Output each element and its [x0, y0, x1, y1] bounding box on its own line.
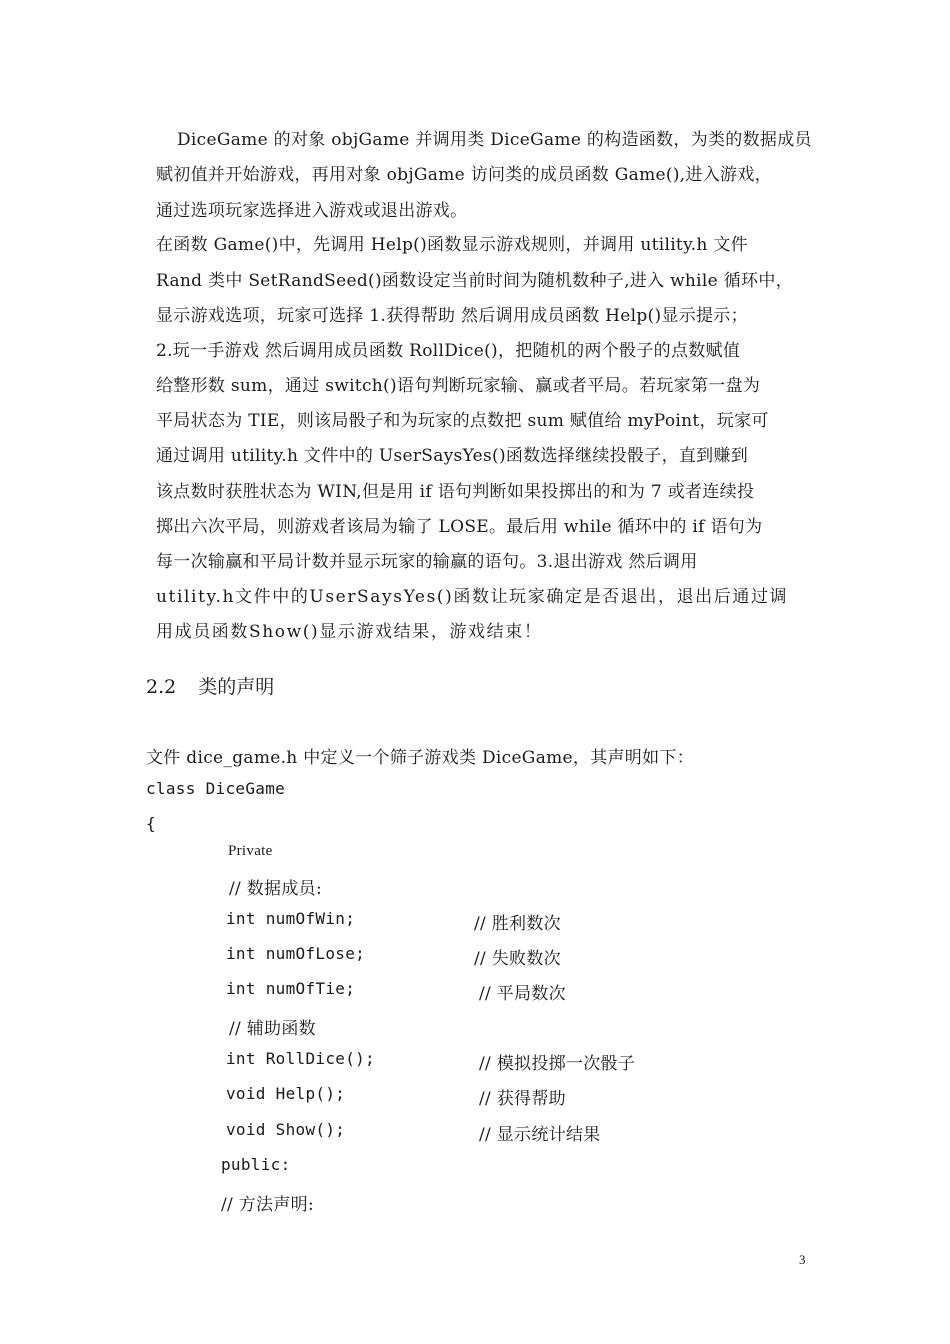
code-helper-comment: // 辅助函数	[229, 1019, 316, 1039]
code-helper-comment: // 获得帮助	[479, 1089, 566, 1109]
code-member-comment: // 平局数次	[479, 984, 566, 1004]
paragraph-line: 通过调用 utility.h 文件中的 UserSaysYes()函数选择继续投骰子，直到赚到	[156, 446, 749, 466]
paragraph-line: Rand 类中 SetRandSeed()函数设定当前时间为随机数种子,进入 while 循环中，	[156, 271, 793, 291]
paragraph-line: 赋初值并开始游戏，再用对象 objGame 访问类的成员函数 Game(),进入游戏，	[156, 165, 772, 185]
code-helper-comment: // 模拟投掷一次骰子	[479, 1054, 636, 1074]
code-helper-decl: void Show();	[226, 1120, 346, 1139]
page-number: 3	[799, 1252, 806, 1267]
paragraph-line: 在函数 Game()中，先调用 Help()函数显示游戏规则，并调用 utility.h 文件	[156, 235, 748, 255]
code-helper-decl: int RollDice();	[226, 1049, 375, 1068]
code-member-comment: // 失败数次	[474, 949, 561, 969]
section-title: 类的声明	[198, 676, 275, 698]
section-number: 2.2	[146, 676, 177, 698]
code-public-label: public:	[221, 1155, 291, 1174]
section-heading	[146, 672, 274, 699]
code-member-decl: int numOfTie;	[226, 979, 356, 998]
paragraph-line: 给整形数 sum，通过 switch()语句判断玩家输、赢或者平局。若玩家第一盘为	[156, 376, 761, 396]
paragraph-line: 平局状态为 TIE，则该局骰子和为玩家的点数把 sum 赋值给 myPoint，玩家可	[156, 411, 769, 431]
code-member-decl: int numOfLose;	[226, 944, 366, 963]
code-data-members-comment: // 数据成员:	[229, 879, 322, 899]
code-methods-comment: // 方法声明:	[221, 1195, 314, 1215]
code-member-decl: int numOfWin;	[226, 909, 356, 928]
paragraph-line: 2.玩一手游戏 然后调用成员函数 RollDice()，把随机的两个骰子的点数赋值	[156, 341, 741, 361]
code-private-label: Private	[228, 843, 273, 859]
code-intro: 文件 dice_game.h 中定义一个筛子游戏类 DiceGame，其声明如下：	[146, 748, 695, 768]
paragraph-line: 用成员函数Show()显示游戏结果，游戏结束！	[156, 622, 543, 642]
paragraph-line: 显示游戏选项，玩家可选择 1.获得帮助 然后调用成员函数 Help()显示提示；	[156, 306, 748, 326]
paragraph-line: 通过选项玩家选择进入游戏或退出游戏。	[156, 201, 468, 221]
code-helper-decl: void Help();	[226, 1084, 346, 1103]
code-member-comment: // 胜利数次	[474, 914, 561, 934]
code-helper-comment: // 显示统计结果	[479, 1125, 601, 1145]
paragraph-line: utility.h文件中的UserSaysYes()函数让玩家确定是否退出，退出后通过调	[156, 587, 789, 607]
paragraph-line: 每一次输赢和平局计数并显示玩家的输赢的语句。3.退出游戏 然后调用	[156, 552, 698, 572]
code-class-line: class DiceGame	[146, 779, 286, 798]
paragraph-line: 掷出六次平局，则游戏者该局为输了 LOSE。最后用 while 循环中的 if 语句为	[156, 517, 763, 537]
paragraph-line: 该点数时获胜状态为 WIN,但是用 if 语句判断如果投掷出的和为 7 或者连续投	[156, 482, 755, 502]
code-open-brace: {	[146, 814, 156, 833]
paragraph-line: DiceGame 的对象 objGame 并调用类 DiceGame 的构造函数，为类的数据成员	[177, 130, 812, 150]
